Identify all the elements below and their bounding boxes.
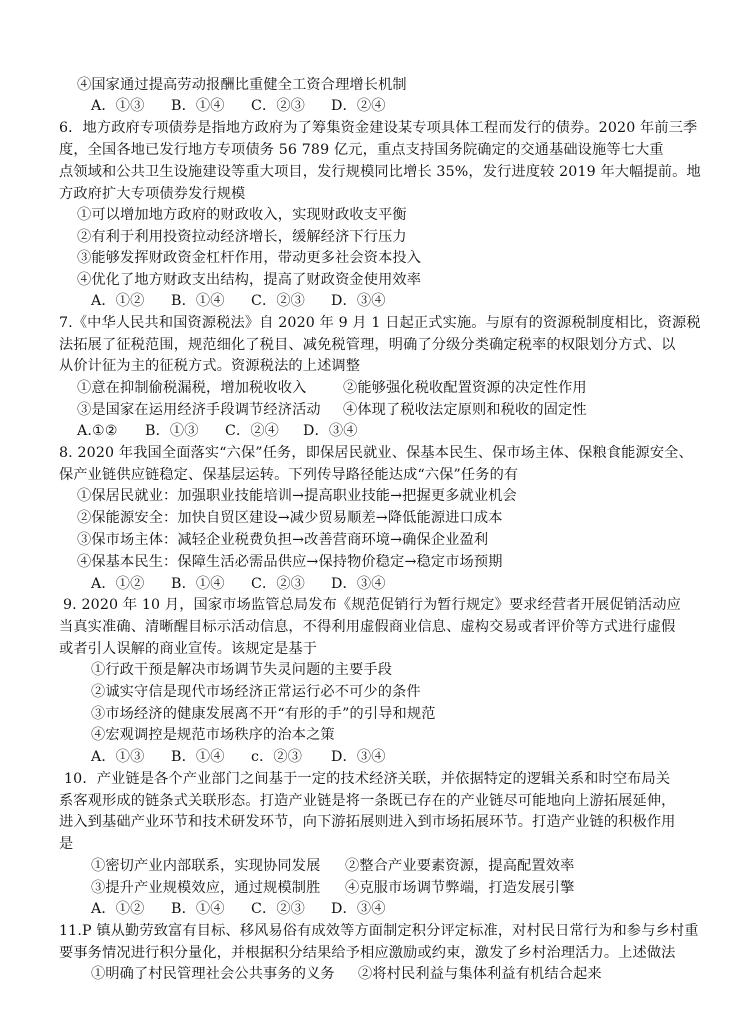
q6-stem-line-2: 度，全国各地已发行地方专项债务 56 789 亿元，重点支持国务院确定的交通基础设施等七大重: [59, 142, 664, 158]
q6-answer-row: [91, 291, 386, 311]
answer-a: A．①②: [91, 901, 145, 917]
q6-stem-line-3: 点领域和公共卫生设施建设等重大项目，发行规模同比增长 35%，发行进度较 2019 年大幅提前。地: [59, 164, 701, 180]
q8-option-4: ④保基本民生：保障生活必需品供应→保持物价稳定→稳定市场预期: [77, 554, 503, 570]
q11-stem-line-2: 要事务情况进行积分量化，并根据积分结果给予相应激励或约束，激发了乡村治理活力。上述做法: [59, 945, 676, 961]
q10-option-1: ①密切产业内部联系，实现协同发展: [91, 858, 321, 874]
q11-option-1: ①明确了村民管理社会公共事务的义务: [91, 966, 335, 982]
q8-answer-row: [91, 574, 386, 594]
answer-c: C．②③: [251, 901, 306, 917]
q9-option-1: ①行政干预是解决市场调节失灵问题的主要手段: [91, 662, 393, 678]
q9-option-3: ③市场经济的健康发展离不开“有形的手”的引导和规范: [91, 706, 436, 722]
answer-b: B．①④: [171, 576, 225, 592]
q11-stem-line-1: 11.P 镇从勤劳致富有目标、移风易俗有成效等方面制定积分评定标准，对村民日常行为和参与乡村重: [59, 923, 699, 939]
q9-stem-line-1: 9. 2020 年 10 月，国家市场监管总局发布《规范促销行为暂行规定》要求经营者开展促销活动应: [63, 597, 682, 613]
answer-b: B．①④: [171, 98, 225, 114]
answer-b: B．①④: [171, 293, 225, 309]
q10-option-3: ③提升产业规模效应，通过规模制胜: [91, 880, 321, 896]
q9-option-4: ④宏观调控是规范市场秩序的治本之策: [91, 727, 335, 743]
q9-stem-line-2: 当真实准确、清晰醒目标示活动信息，不得利用虚假商业信息、虚构交易或者评价等方式进行虚假: [59, 619, 676, 635]
q6-option-1: ①可以增加地方政府的财政收入，实现财政收支平衡: [77, 207, 407, 223]
q10-stem-line-2: 系客观形成的链条式关联形态。打造产业链是将一条既已存在的产业链尽可能地向上游拓展延伸，: [59, 793, 676, 809]
answer-d: D．③④: [331, 293, 386, 309]
answer-c: C．②④: [225, 423, 280, 439]
answer-c: c．②③: [251, 749, 303, 765]
answer-c: C．②③: [251, 293, 306, 309]
q6-option-4: ④优化了地方财政支出结构，提高了财政资金使用效率: [77, 272, 422, 288]
q8-stem-line-2: 保产业链供应链稳定、保基层运转。下列传导路径能达成“六保”任务的有: [59, 467, 519, 483]
q5-option-4: ④国家通过提高劳动报酬比重健全工资合理增长机制: [77, 77, 407, 93]
q8-option-3: ③保市场主体：减轻企业税费负担→改善营商环境→确保企业盈利: [77, 532, 489, 548]
answer-a: A．①②: [91, 293, 145, 309]
q8-option-2: ②保能源安全：加快自贸区建设→减少贸易顺差→降低能源进口成本: [77, 510, 503, 526]
answer-a: A．①③: [91, 749, 145, 765]
q7-option-2: ②能够强化税收配置资源的决定性作用: [343, 380, 587, 396]
q6-stem-line-1: 6．地方政府专项债券是指地方政府为了筹集资金建设某专项具体工程而发行的债券。2020 年前三季: [59, 120, 698, 136]
q7-option-1: ①意在抑制偷税漏税，增加税收收入: [77, 380, 307, 396]
q6-option-2: ②有利于利用投资拉动经济增长，缓解经济下行压力: [77, 229, 407, 245]
q7-stem-line-2: 法拓展了征税范围，规范细化了税目、减免税管理，明确了分级分类确定税率的权限划分方式、以: [59, 337, 676, 353]
answer-b: B．①③: [145, 423, 199, 439]
q10-stem-line-1: 10．产业链是各个产业部门之间基于一定的技术经济关联，并依据特定的逻辑关系和时空布局关: [64, 771, 671, 787]
answer-a: A.①②: [77, 423, 118, 439]
q7-option-3: ③是国家在运用经济手段调节经济活动: [77, 402, 321, 418]
answer-d: D．③④: [303, 423, 358, 439]
q10-answer-row: [91, 899, 386, 919]
answer-a: A．①②: [91, 576, 145, 592]
answer-b: B．①④: [171, 749, 225, 765]
q7-stem-line-1: 7.《中华人民共和国资源税法》自 2020 年 9 月 1 日起正式实施。与原有的资源税制度相比，资源税: [59, 315, 701, 331]
q11-option-2: ②将村民利益与集体利益有机结合起来: [358, 966, 602, 982]
q10-option-4: ④克服市场调节弊端，打造发展引擎: [345, 880, 575, 896]
q9-answer-row: [91, 747, 386, 767]
q6-option-3: ③能够发挥财政资金杠杆作用，带动更多社会资本投入: [77, 250, 422, 266]
answer-d: D．②④: [331, 98, 386, 114]
q8-stem-line-1: 8. 2020 年我国全面落实“六保”任务，即保居民就业、保基本民生、保市场主体、保粮食能源安全、: [59, 445, 693, 461]
q6-stem-line-4: 方政府扩大专项债券发行规模: [59, 186, 246, 202]
q7-stem-line-3: 从价计征为主的征税方式。资源税法的上述调整: [59, 358, 361, 374]
q10-stem-line-4: 是: [59, 836, 74, 852]
q10-stem-line-3: 进入到基础产业环节和技术研发环节，向下游拓展则进入到市场拓展环节。打造产业链的积极作用: [59, 814, 676, 830]
answer-b: B．①④: [171, 901, 225, 917]
q5-answer-row: [91, 96, 386, 116]
answer-a: A．①③: [91, 98, 145, 114]
q9-stem-line-3: 或者引人误解的商业宣传。该规定是基于: [59, 641, 318, 657]
q7-option-4: ④体现了税收法定原则和税收的固定性: [343, 402, 587, 418]
answer-d: D．③④: [331, 901, 386, 917]
answer-c: C．②③: [251, 576, 306, 592]
answer-d: D．③④: [331, 749, 386, 765]
answer-d: D．③④: [331, 576, 386, 592]
q8-option-1: ①保居民就业：加强职业技能培训→提高职业技能→把握更多就业机会: [77, 488, 517, 504]
answer-c: C．②③: [251, 98, 306, 114]
q7-answer-row: [77, 421, 358, 441]
q10-option-2: ②整合产业要素资源，提高配置效率: [345, 858, 575, 874]
q9-option-2: ②诚实守信是现代市场经济正常运行必不可少的条件: [91, 684, 421, 700]
